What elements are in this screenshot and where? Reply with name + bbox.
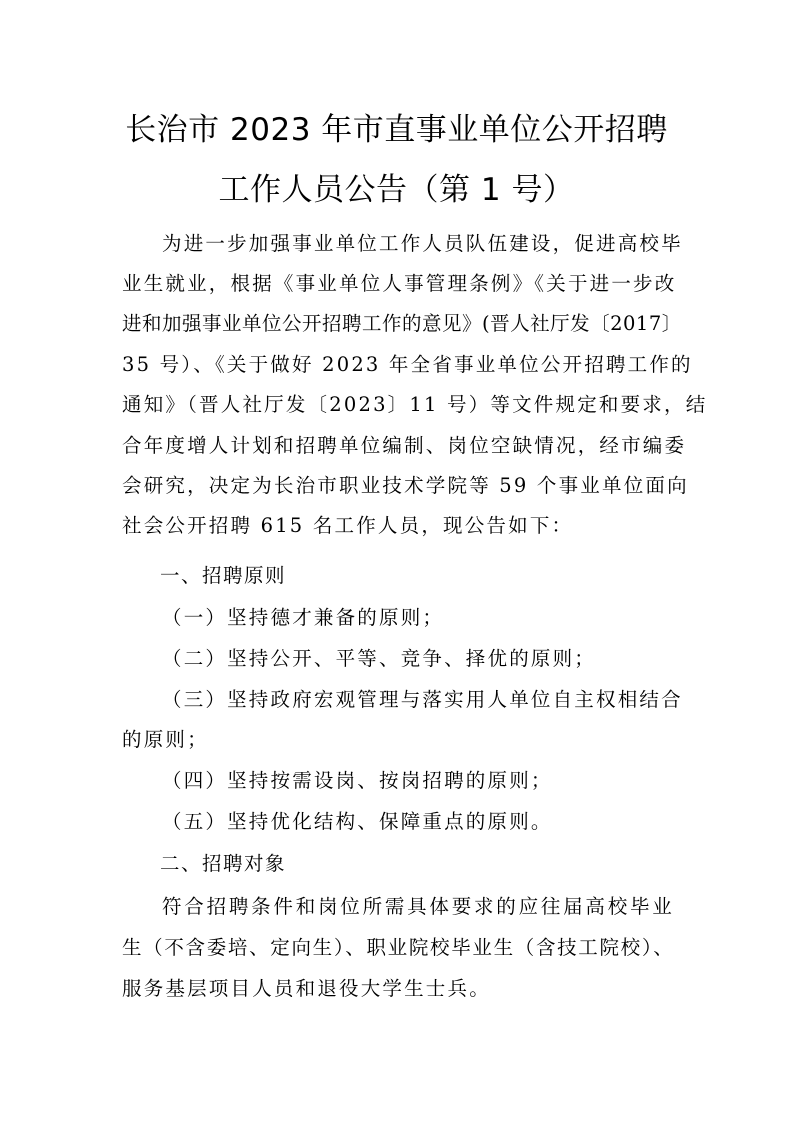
- intro-line: 为进一步加强事业单位工作人员队伍建设，促进高校毕: [162, 232, 683, 255]
- section-heading-principles: 一、招聘原则: [160, 564, 287, 587]
- intro-line: 合年度增人计划和招聘单位编制、岗位空缺情况，经市编委: [122, 434, 687, 457]
- intro-line: 业生就业，根据《事业单位人事管理条例》《关于进一步改: [122, 272, 677, 295]
- intro-line: 社会公开招聘 615 名工作人员，现公告如下：: [122, 514, 574, 537]
- target-line: 符合招聘条件和岗位所需具体要求的应往届高校毕业: [162, 895, 674, 918]
- intro-line: 通知》（晋人社厅发〔2023〕11 号）等文件规定和要求，结: [122, 393, 708, 416]
- section-heading-targets: 二、招聘对象: [160, 852, 287, 875]
- principle-item: （一）坚持德才兼备的原则；: [162, 606, 445, 629]
- principle-item: （五）坚持优化结构、保障重点的原则。: [162, 810, 553, 833]
- principle-item: （四）坚持按需设岗、按岗招聘的原则；: [162, 769, 553, 792]
- target-line: 服务基层项目人员和退役大学生士兵。: [122, 977, 491, 1000]
- document-title-line-2: 工作人员公告（第 1 号）: [218, 172, 575, 208]
- intro-line: 进和加强事业单位公开招聘工作的意见》(晋人社厅发〔2017〕: [122, 312, 682, 335]
- target-line: 生（不含委培、定向生）、职业院校毕业生（含技工院校）、: [122, 936, 674, 959]
- principle-item-continuation: 的原则；: [122, 728, 209, 751]
- document-title-line-1: 长治市 2023 年市直事业单位公开招聘: [125, 112, 668, 148]
- intro-line: 35 号）、《关于做好 2023 年全省事业单位公开招聘工作的: [122, 353, 693, 376]
- principle-item: （三）坚持政府宏观管理与落实用人单位自主权相结合: [162, 688, 683, 711]
- intro-line: 会研究，决定为长治市职业技术学院等 59 个事业单位面向: [122, 474, 689, 497]
- principle-item: （二）坚持公开、平等、竞争、择优的原则；: [162, 647, 597, 670]
